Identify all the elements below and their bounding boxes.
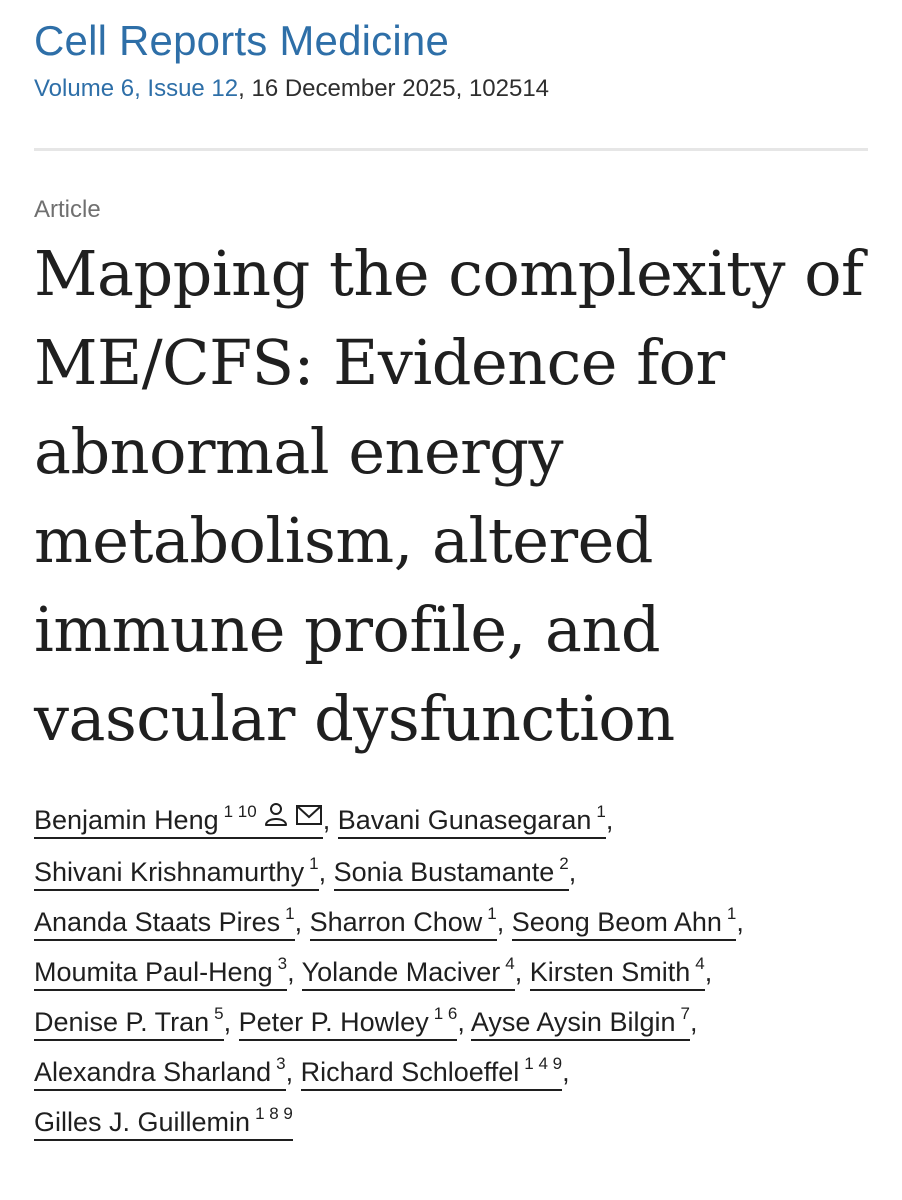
- author-link[interactable]: [34, 953, 288, 991]
- author-name: Bavani Gunasegaran: [337, 805, 592, 835]
- author-affiliation: 5: [214, 1003, 224, 1023]
- author-name: Moumita Paul-Heng: [34, 956, 273, 987]
- author-affiliation: 3: [277, 953, 288, 973]
- author-link[interactable]: [529, 953, 705, 991]
- author-affiliation: 1: [309, 853, 319, 873]
- author-affiliation: 1 10: [223, 802, 257, 821]
- author-affiliation: 4: [695, 953, 705, 973]
- author-affiliation: 4: [505, 953, 515, 973]
- author-affiliation: 1: [726, 903, 737, 923]
- author-name: Seong Beom Ahn: [511, 906, 722, 937]
- author-link[interactable]: [470, 1003, 690, 1041]
- envelope-icon[interactable]: [295, 793, 323, 843]
- author-link[interactable]: [34, 853, 319, 891]
- author-link[interactable]: [34, 802, 323, 839]
- author-name: Yolande Maciver: [301, 956, 501, 987]
- author-link[interactable]: [337, 802, 606, 839]
- author-name: Benjamin Heng: [34, 805, 219, 835]
- author-affiliation: 7: [680, 1003, 690, 1023]
- author-name: Alexandra Sharland: [34, 1056, 272, 1087]
- author-list: Benjamin Heng $^{1 10}$ , Bavani Gunasegaran $^1$, Shivani Krishnamurthy $^1$, Sonia Bustamante $^2$, Ananda Staats Pires $^1$, Sharron Chow $^1$, Seong Beom Ahn $^1$, Moumita Paul-Heng $^3$, Yolande Maciver $^4$, Kirsten Smith $^4$, Denise P. Tran $^5$, Peter P. Howley $^{1 6}$, Ayse Aysin Bilgin $^7$, Alexandra Sharland $^3$, Richard Schloeffel $^{1 4 9}$, Gilles J. Guillemin $^{1 8 9}$: [34, 795, 868, 1147]
- author-name: Sonia Bustamante: [333, 856, 555, 887]
- author-name: Ayse Aysin Bilgin: [470, 1006, 676, 1037]
- author-link[interactable]: [301, 953, 515, 991]
- journal-title[interactable]: Cell Reports Medicine: [34, 17, 450, 64]
- author-affiliation: 1: [285, 903, 295, 923]
- author-link[interactable]: [34, 1053, 286, 1091]
- author-link[interactable]: [333, 853, 569, 891]
- author-link[interactable]: [238, 1003, 458, 1041]
- author-affiliation: 1: [487, 903, 497, 923]
- author-affiliation: 1 8 9: [255, 1103, 293, 1123]
- author-link[interactable]: [34, 1003, 224, 1041]
- author-affiliation: 2: [559, 853, 569, 873]
- journal-meta: [34, 74, 868, 104]
- author-name: Sharron Chow: [309, 906, 483, 937]
- person-icon[interactable]: [263, 793, 289, 843]
- author-name: Peter P. Howley: [238, 1006, 429, 1037]
- author-name: Shivani Krishnamurthy: [34, 856, 305, 887]
- author-affiliation: 3: [276, 1053, 286, 1073]
- author-affiliation: 1: [596, 802, 606, 821]
- author-link[interactable]: [309, 903, 497, 941]
- author-affiliation: 1 6: [433, 1003, 458, 1023]
- author-link[interactable]: [34, 1103, 293, 1141]
- article-title: Mapping the complexity of ME/CFS: Evidence for abnormal energy metabolism, altered immune profile, and vascular dysfunction: [34, 237, 864, 755]
- author-link[interactable]: [511, 903, 737, 941]
- header-divider: [34, 148, 868, 151]
- author-link[interactable]: [34, 903, 295, 941]
- author-name: Gilles J. Guillemin: [34, 1106, 251, 1137]
- author-affiliation: 1 4 9: [524, 1053, 563, 1073]
- author-name: Kirsten Smith: [529, 956, 691, 987]
- volume-issue-link[interactable]: Volume 6, Issue 12: [34, 75, 239, 102]
- author-name: Richard Schloeffel: [300, 1056, 520, 1087]
- publication-date-id: , 16 December 2025, 102514: [238, 75, 550, 102]
- article-type: Article: [34, 196, 101, 223]
- author-name: Denise P. Tran: [34, 1006, 210, 1037]
- author-name: Ananda Staats Pires: [34, 906, 281, 937]
- author-link[interactable]: [300, 1053, 563, 1091]
